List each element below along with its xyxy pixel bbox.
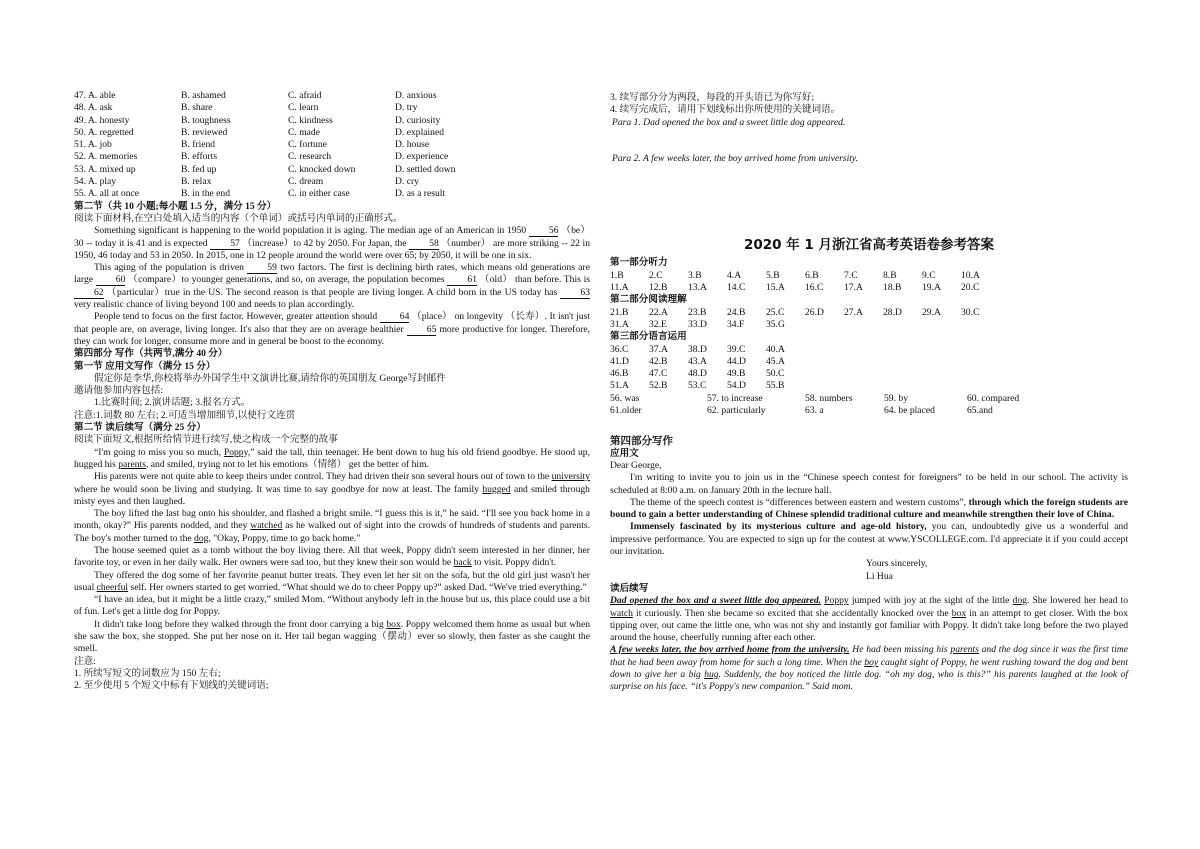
cloze-option-cell: 53. A. mixed up (74, 163, 136, 175)
cloze-option-cell: B. fed up (181, 163, 217, 175)
story-paragraph-5: They offered the dog some of her favorite peanut butter treats. They even let her sit on the sofa, but the old girl just wasn't her usual cheerful self. Her owners started to get worried. “What should we do to cheer Poppy up?” asked Dad. “We've tried everything.” (74, 569, 590, 593)
blank-56: 56 (529, 226, 559, 237)
part3-answers (610, 344, 1128, 393)
part3-answer-cell: 43.A (688, 355, 707, 367)
cloze-option-cell: 47. A. able (74, 90, 116, 101)
cloze-option-row (74, 188, 590, 200)
cloze-option-cell: D. as a result (395, 188, 446, 200)
cloze-option-cell: D. house (395, 139, 430, 151)
note-3: 3. 续写部分分为两段，每段的开头语已为你写好; (610, 92, 815, 103)
part3-answer-row (610, 380, 1128, 392)
cloze-option-row (74, 102, 590, 114)
part3-fill-row (610, 393, 1128, 405)
part1-answer-cell: 5.B (766, 269, 780, 281)
cloze-option-cell: B. ashamed (181, 90, 226, 101)
cloze-option-cell: 49. A. honesty (74, 114, 130, 126)
part1-answer-cell: 7.C (844, 269, 858, 281)
part3-answer-cell: 54.D (727, 380, 746, 392)
passage-paragraph-2: This aging of the population is driven 59 two factors. The first is declining birth rates, which means old generations are large 60 （compare）to younger generations, and so, on average, the population becomes 61 （old） than before. This is 62 （particular）true in the US. The second reason is that people are living longer. A child born in the US today has 63 very realistic chance of living beyond 100 and needs to plan accordingly. (74, 262, 591, 311)
cloze-option-cell: C. fortune (288, 139, 327, 151)
continuation-paragraph-2: A few weeks later, the boy arrived home from the university. He had been missing his parents and the dog since it was the first time that he had been away from home for such a long time. When the boy caught sight of Poppy, he went rushing toward the dog and bent down to give her a big hug. Suddenly, the boy noticed the little dog. “oh my dog, who is this?” his parents laughed at the look of surprise on his face. “it's Poppy's new companion.” Said mom. (610, 644, 1128, 693)
part2-title: 第二部分阅读理解 (610, 294, 687, 306)
part4-answer-title: 第四部分写作 (610, 435, 673, 448)
cloze-option-cell: D. explained (395, 126, 445, 138)
cloze-option-cell: C. research (288, 151, 332, 163)
passage-paragraph-3: People tend to focus on the first factor. However, greater attention should 64 （place） on longevity （长寿）. It isn't just that people are, on average, living longer. It's also that they are on average healthier 65 more productive for longer. Therefore, they can work for longer, consume more and in general be boost to the economy. (74, 311, 591, 347)
part3-answer-cell: 46.B (610, 368, 629, 380)
cloze-option-cell: D. anxious (395, 90, 437, 101)
part3-answer-row (610, 356, 1128, 368)
part1-title: 第一部分听力 (610, 257, 668, 269)
cloze-option-cell: B. efforts (181, 151, 218, 163)
cloze-option-cell: B. reviewed (181, 126, 228, 138)
keyword-university: university (551, 471, 590, 483)
part2-answer-cell: 21.B (610, 306, 629, 318)
keyword-cheerful: cheerful (96, 581, 129, 593)
answer-key-title: 2020 年 1 月浙江省高考英语卷参考答案 (743, 237, 995, 254)
part3-answer-cell: 49.B (727, 368, 746, 380)
cloze-option-cell: 54. A. play (74, 176, 117, 188)
cloze-option-row (74, 115, 590, 127)
para2-prompt: Para 2. A few weeks later, the boy arrived home from university. (612, 152, 859, 164)
part3-answer-cell: 55.B (766, 380, 785, 392)
keyword-parents: parents (118, 458, 146, 470)
part3-answer-cell: 36.C (610, 343, 629, 355)
part3-fill-answers (610, 393, 1128, 418)
part1-answer-cell: 1.B (610, 269, 624, 281)
keyword-hugged: hugged (482, 483, 511, 495)
part2-answer-cell: 26.D (805, 306, 824, 318)
part1-answer-cell: 19.A (922, 282, 941, 294)
part2-answer-cell: 23.B (688, 306, 707, 318)
cloze-option-cell: C. in either case (288, 188, 350, 200)
cloze-option-cell: C. learn (288, 102, 319, 114)
part3-fill-cell: 65.and (967, 405, 993, 417)
part2-answer-cell: 33.D (688, 318, 707, 330)
part3-fill-row (610, 405, 1128, 417)
writing-section1-note: 注意:1.词数 80 左右; 2.可适当增加细节,以使行文连贯 (74, 409, 296, 421)
part1-answer-cell: 10.A (961, 269, 980, 281)
part3-fill-cell: 63. a (805, 405, 824, 417)
story-paragraph-1: “I'm going to miss you so much, Poppy,” said the tall, thin teenager. He bent down to hug his old friend goodbye. He stood up, hugged his parents, and smiled, trying not to let his emotions（情绪） get the better of him. (74, 446, 590, 470)
part3-answer-cell: 45.A (766, 355, 785, 367)
part3-fill-cell: 62. particularly (707, 405, 766, 417)
part2-answer-cell: 32.E (649, 318, 667, 330)
writing-section2-title: 第二节 读后续写（满分 25 分） (74, 422, 206, 434)
part1-answer-cell: 15.A (766, 282, 785, 294)
part1-answer-cell: 16.C (805, 282, 824, 294)
part3-answer-row (610, 368, 1128, 380)
right-column (610, 92, 1128, 694)
writing-section1-items: 1.比赛时间; 2.演讲话题; 3.报名方式。 (94, 397, 251, 409)
cloze-option-cell: C. kindness (288, 114, 333, 126)
story-paragraph-6: “I have an idea, but it might be a little crazy,” smiled Mom. “Without anybody left in the house but us, this place could use a bit of fun. Let's get a little dog for Poppy. (74, 594, 590, 618)
part1-answer-cell: 8.B (883, 269, 897, 281)
blank-61: 61 (447, 275, 477, 286)
letter-greeting: Dear George, (610, 459, 662, 471)
cloze-option-cell: C. dream (288, 176, 324, 188)
cloze-option-cell: 51. A. job (74, 139, 112, 151)
part3-fill-cell: 59. by (884, 392, 908, 404)
part2-answer-cell: 27.A (844, 306, 863, 318)
blank-65: 65 (407, 325, 437, 336)
part1-answer-cell: 11.A (610, 282, 629, 294)
cloze-option-cell: D. curiosity (395, 114, 441, 126)
writing-section1-prompt-2: 邀请他参加内容包括: (74, 385, 164, 397)
cloze-option-cell: D. try (395, 102, 418, 114)
part1-answer-cell: 3.B (688, 269, 702, 281)
cloze-option-cell: C. made (288, 126, 320, 138)
story-paragraph-4: The house seemed quiet as a tomb without the boy living there. All that week, Poppy didn't seem interested in her dinner, her favorite toy, or even in her daily walk. Her owners were sad too, but they knew their son would be back to visit. Poppy didn't. (74, 544, 590, 569)
cloze-option-cell: B. share (181, 102, 213, 114)
note-2: 2. 至少使用 5 个短文中标有下划线的关键词语; (74, 680, 269, 692)
writing-section1-prompt: 假定你是李华,你校将举办外国学生中文演讲比赛,请给你的英国朋友 George写封邮件 (94, 372, 446, 384)
cloze-option-cell: 55. A. all at once (74, 188, 140, 200)
cloze-option-cell: C. afraid (288, 90, 322, 101)
story-paragraph-2: His parents were not quite able to keep theirs under control. They had driven their son several hours out of town to the university where he would soon be living and studying. It was time to say goodbye for now at least. The family hugged and smiled through misty eyes and then laughed. (74, 471, 590, 507)
part3-answer-cell: 51.A (610, 380, 629, 392)
section2-title: 第二节（共 10 小题;每小题 1.5 分，满分 15 分） (74, 200, 277, 212)
note-4: 4. 续写完成后，请用下划线标出你所使用的关键词语。 (610, 104, 841, 116)
part2-answer-cell: 28.D (883, 306, 902, 318)
part2-answer-cell: 34.F (727, 318, 745, 330)
letter-closing: Yours sincerely, (866, 558, 928, 570)
part3-answer-cell: 42.B (649, 355, 668, 367)
part2-answer-cell: 24.B (727, 306, 746, 318)
letter-paragraph-2: The theme of the speech contest is “differences between eastern and western customs”, through which the foreign students are bound to gain a better understanding of Chinese splendid traditional culture and meanwhile strengthen their love of China. (610, 496, 1129, 521)
cloze-option-cell: B. in the end (181, 188, 231, 200)
part1-answer-cell: 20.C (961, 282, 980, 294)
blank-64: 64 (380, 312, 410, 323)
part3-answer-cell: 48.D (688, 368, 707, 380)
cloze-option-cell: B. friend (181, 139, 216, 151)
cloze-option-cell: D. cry (395, 176, 419, 188)
part2-answer-cell: 30.C (961, 306, 980, 318)
part3-title: 第三部分语言运用 (610, 331, 687, 343)
part1-answer-cell: 2.C (649, 269, 663, 281)
part3-answer-cell: 52.B (649, 380, 668, 392)
keyword-back: back (453, 557, 472, 569)
part2-answer-cell: 31.A (610, 318, 629, 330)
cloze-option-cell: 50. A. regretted (74, 126, 134, 138)
cloze-option-row (74, 127, 590, 139)
left-column (74, 90, 590, 693)
cloze-option-cell: 52. A. memories (74, 151, 138, 163)
part2-answer-cell: 25.C (766, 306, 785, 318)
part1-answer-cell: 9.C (922, 269, 936, 281)
part2-answer-cell: 29.A (922, 306, 941, 318)
part2-answer-cell: 22.A (649, 306, 668, 318)
continuation-paragraph-1: Dad opened the box and a sweet little dog appeared. Poppy jumped with joy at the sight of the little dog. She lowered her head to watch it curiously. Then she became so excited that she accidentally knocked over the box in an attempt to get closer. With the box tipping over, out came the little one, who was not shy and instantly got familiar with Poppy. It didn't take long before the two played around the house, cheerfully running after each other. (610, 595, 1129, 644)
part1-answer-cell: 17.A (844, 282, 863, 294)
part2-answer-row (610, 307, 1128, 319)
part3-answer-cell: 47.C (649, 368, 668, 380)
part3-fill-cell: 64. be placed (884, 405, 935, 417)
cloze-option-row (74, 139, 590, 151)
part3-answer-cell: 40.A (766, 343, 785, 355)
part1-answer-row (610, 270, 1128, 282)
part2-answer-row (610, 319, 1128, 331)
keyword-watched: watched (250, 520, 283, 532)
blank-59: 59 (247, 263, 277, 274)
cloze-option-row (74, 164, 590, 176)
part3-fill-cell: 61.older (610, 405, 642, 417)
cloze-option-row (74, 90, 590, 102)
part1-answer-row (610, 282, 1128, 294)
story-paragraph-3: The boy lifted the last bag onto his shoulder, and flashed a bright smile. “I guess this is it,” he said. “I'll see you back home in a month, okay?” His parents nodded, and they watched as he walked out of sight into the crowds of hundreds of students and parents. The boy's mother turned to the dog, "Okay, Poppy, time to go back home." (74, 508, 590, 544)
cloze-option-row (74, 151, 590, 163)
blank-63: 63 (560, 288, 590, 299)
keyword-box: box (386, 618, 401, 630)
part1-answer-cell: 13.A (688, 282, 707, 294)
part3-fill-cell: 56. was (610, 392, 640, 404)
keyword-poppy: Poppy, (223, 446, 251, 458)
letter-paragraph-3: Immensely fascinated by its mysterious culture and age-old history, you can, undoubtedly give us a wonderful and impressive performance. You are expected to sign up for the contest at www.YSCOLLEGE.com. I'd appreciate it if you could accept our invitation. (610, 521, 1128, 558)
passage-paragraph-1: Something significant is happening to the world population it is aging. The median age of an American in 1950 56 （be）30 -- today it is 41 and is expected 57 （increase）to 42 by 2050. For Japan, the 58 （number） are more striking -- 22 in 1950, 46 today and 53 in 2050. In 2015, one in 12 people around the world were over 65; by 2050, it will be one in six. (74, 225, 591, 261)
part3-fill-cell: 58. numbers (805, 392, 853, 404)
part4-title: 第四部分 写作（共两节,满分 40 分） (74, 348, 228, 360)
para1-prompt: Para 1. Dad opened the box and a sweet little dog appeared. (612, 116, 846, 128)
part3-answer-cell: 50.C (766, 368, 785, 380)
blank-62: 62 (74, 288, 104, 299)
blank-60: 60 (96, 275, 126, 286)
part1-answer-cell: 12.B (649, 282, 668, 294)
cloze-option-cell: C. knocked down (288, 163, 356, 175)
notes-title: 注意: (74, 655, 96, 667)
cloze-option-cell: 48. A. ask (74, 102, 113, 114)
cloze-option-row (74, 176, 590, 188)
cloze-options (74, 90, 590, 201)
blank-57: 57 (210, 239, 240, 250)
part2-answer-cell: 35.G (766, 318, 785, 330)
writing-section1-title: 第一节 应用文写作（满分 15 分） (74, 360, 216, 372)
letter-signature: Li Hua (866, 570, 893, 582)
letter-paragraph-1: I'm writing to invite you to join us in the “Chinese speech contest for foreigners” to be held in our school. The activity is scheduled at 8:00 a.m. on January 20th in the lecture hall. (610, 472, 1128, 496)
cloze-option-cell: D. settled down (395, 163, 456, 175)
part3-answer-row (610, 344, 1128, 356)
note-1: 1. 所续写短文的词数应为 150 左右; (74, 667, 221, 679)
applied-writing-title: 应用文 (610, 447, 639, 459)
part3-fill-cell: 57. to increase (707, 392, 763, 404)
part1-answers (610, 270, 1128, 295)
part3-answer-cell: 39.C (727, 343, 746, 355)
part3-answer-cell: 44.D (727, 355, 746, 367)
cloze-option-cell: B. relax (181, 176, 212, 188)
part3-fill-cell: 60. compared (967, 392, 1020, 404)
part3-answer-cell: 37.A (649, 343, 668, 355)
part1-answer-cell: 4.A (727, 269, 742, 281)
part1-answer-cell: 18.B (883, 282, 902, 294)
part1-answer-cell: 6.B (805, 269, 819, 281)
section2-instructions: 阅读下面材料,在空白处填入适当的内容（个单词）或括号内单词的正确形式。 (74, 212, 403, 224)
story-paragraph-7: It didn't take long before they walked through the front door carrying a big box. Poppy welcomed them home as usual but when she saw the box, she stopped. She put her nose on it. Her tail began wagging（摆动）ever so slowly, then faster as she caught the smell. (74, 618, 591, 655)
part3-answer-cell: 38.D (688, 343, 707, 355)
part1-answer-cell: 14.C (727, 282, 746, 294)
blank-58: 58 (409, 239, 439, 250)
continuation-title: 读后续写 (610, 582, 649, 594)
cloze-option-cell: B. toughness (181, 114, 231, 126)
part3-answer-cell: 41.D (610, 355, 629, 367)
writing-section2-instructions: 阅读下面短文,根据所给情节进行续写,使之构成一个完整的故事 (74, 434, 338, 446)
cloze-option-cell: D. experience (395, 151, 449, 163)
part2-answers (610, 307, 1128, 332)
part3-answer-cell: 53.C (688, 380, 707, 392)
keyword-dog: dog (194, 532, 209, 544)
